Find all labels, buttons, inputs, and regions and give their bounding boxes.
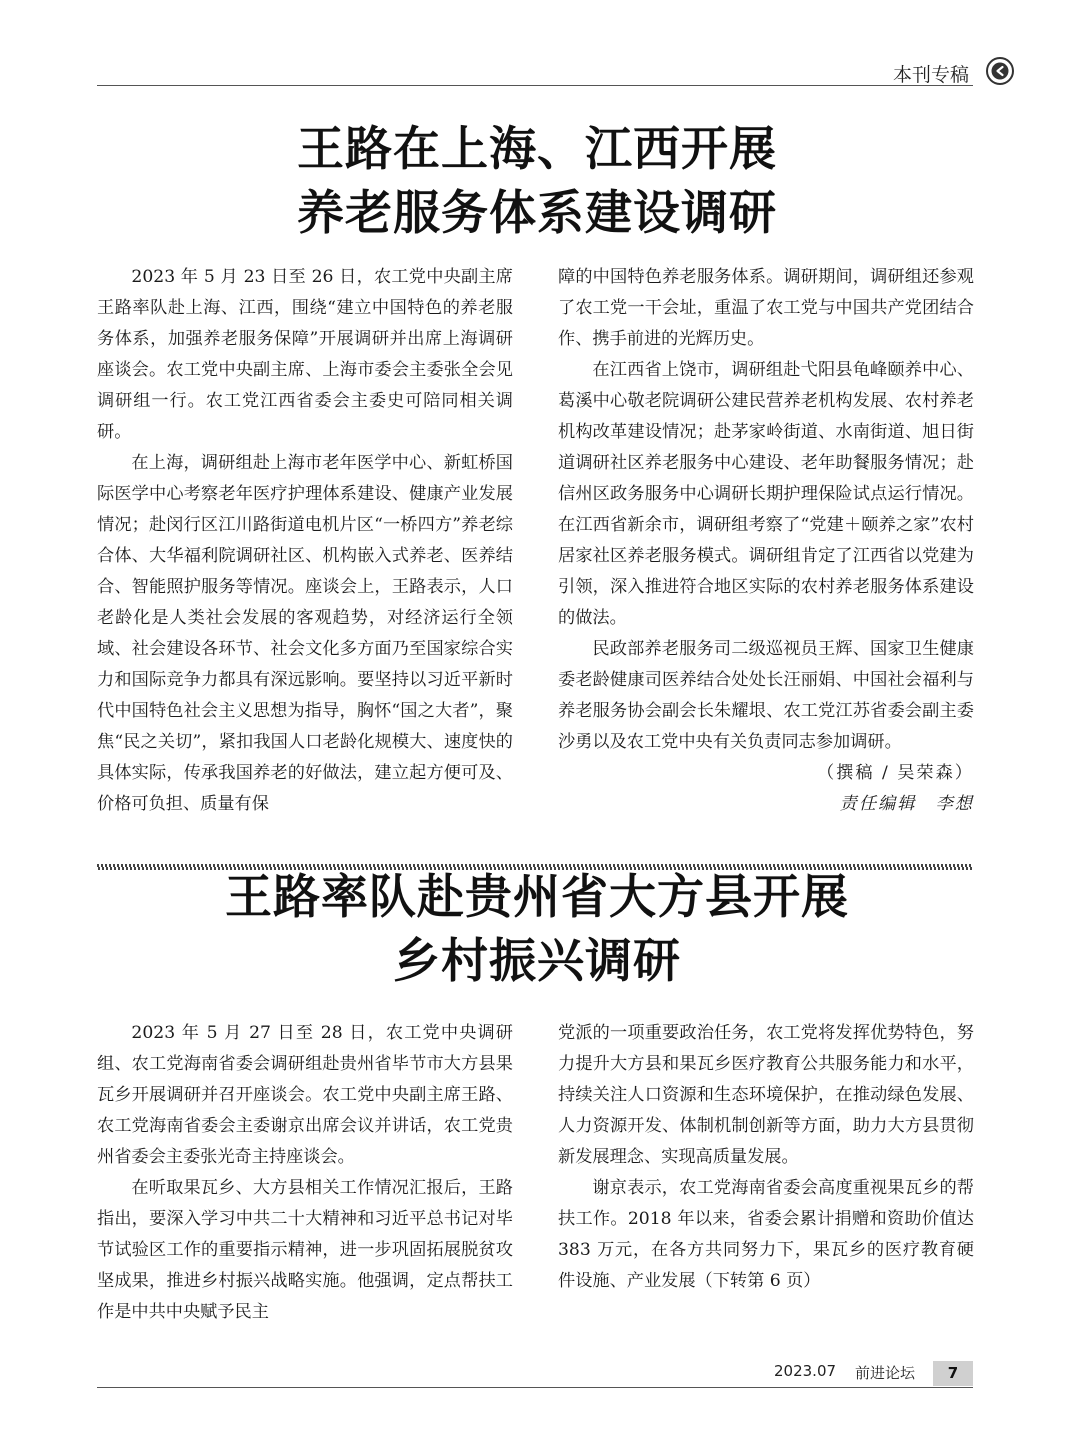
article1-editor: 责任编辑 李想 xyxy=(839,794,974,814)
article2-column-left xyxy=(97,1018,513,1328)
article1-paragraph: 在上海，调研组赴上海市老年医学中心、新虹桥国际医学中心考察老年医疗护理体系建设、健康产业发展情况；赴闵行区江川路街道电机片区“一桥四方”养老综合体、大华福利院调研社区、机构嵌入式养老、医养结合、智能照护服务等情况。座谈会上，王路表示，人口老龄化是人类社会发展的客观趋势，对经济运行全领域、社会建设各环节、社会文化多方面乃至国家综合实力和国际竞争力都具有深远影响。要坚持以习近平新时代中国特色社会主义思想为指导，胸怀“国之大者”，聚焦“民之关切”，紧扣我国人口老龄化规模大、速度快的具体实际，传承我国养老的好做法，建立起方便可及、价格可负担、质量有保 xyxy=(97,453,513,814)
article2-title-line1: 王路率队赴贵州省大方县开展 xyxy=(225,870,849,925)
section-label: 本刊专稿 xyxy=(892,64,969,86)
circle-arrow-icon xyxy=(985,56,1015,86)
article1-paragraph: 障的中国特色养老服务体系。调研期间，调研组还参观了农工党一干会址，重温了农工党与中国共产党团结合作、携手前进的光辉历史。 xyxy=(558,267,974,349)
article2-title-line2: 乡村振兴调研 xyxy=(393,934,681,989)
article1-column-left xyxy=(97,262,513,820)
article2-title xyxy=(97,866,977,994)
article1-paragraph: 2023 年 5 月 23 日至 26 日，农工党中央副主席王路率队赴上海、江西，围绕“建立中国特色的养老服务体系，加强养老服务保障”开展调研并出席上海调研座谈会。农工党中央副主席、上海市委会主委张全会见调研组一行。农工党江西省委会主委史可陪同相关调研。 xyxy=(97,267,513,442)
footer-date: 2023.07 xyxy=(774,1362,837,1380)
article2-paragraph: 在听取果瓦乡、大方县相关工作情况汇报后，王路指出，要深入学习中共二十大精神和习近平总书记对毕节试验区工作的重要指示精神，进一步巩固拓展脱贫攻坚成果，推进乡村振兴战略实施。他强调，定点帮扶工作是中共中央赋予民主 xyxy=(97,1178,513,1322)
article1-paragraph: 民政部养老服务司二级巡视员王辉、国家卫生健康委老龄健康司医养结合处处长汪丽娟、中国社会福利与养老服务协会副会长朱耀垠、农工党江苏省委会副主委沙勇以及农工党中央有关负责同志参加调研。 xyxy=(558,639,974,752)
footer-publication: 前进论坛 xyxy=(855,1364,916,1382)
footer-rule xyxy=(97,1387,973,1388)
article2-paragraph: 党派的一项重要政治任务，农工党将发挥优势特色，努力提升大方县和果瓦乡医疗教育公共服务能力和水平，持续关注人口资源和生态环境保护，在推动绿色发展、人力资源开发、体制机制创新等方面，助力大方县贯彻新发展理念、实现高质量发展。 xyxy=(558,1023,974,1167)
header-rule xyxy=(97,85,973,86)
article2-paragraph: 2023 年 5 月 27 日至 28 日，农工党中央调研组、农工党海南省委会调研组赴贵州省毕节市大方县果瓦乡开展调研并召开座谈会。农工党中央副主席王路、农工党海南省委会主委谢京出席会议并讲话，农工党贵州省委会主委张光奇主持座谈会。 xyxy=(97,1023,513,1167)
article1-column-right xyxy=(558,262,974,820)
article1-title xyxy=(97,118,977,246)
article1-byline: （撰稿 / 吴荣森） xyxy=(816,763,974,783)
article1-paragraph: 在江西省上饶市，调研组赴弋阳县龟峰颐养中心、葛溪中心敬老院调研公建民营养老机构发展、农村养老机构改革建设情况；赴茅家岭街道、水南街道、旭日街道调研社区养老服务中心建设、老年助餐服务情况；赴信州区政务服务中心调研长期护理保险试点运行情况。在江西省新余市，调研组考察了“党建＋颐养之家”农村居家社区养老服务模式。调研组肯定了江西省以党建为引领，深入推进符合地区实际的农村养老服务体系建设的做法。 xyxy=(558,360,974,628)
article2-column-right xyxy=(558,1018,974,1297)
article2-paragraph: 谢京表示，农工党海南省委会高度重视果瓦乡的帮扶工作。2018 年以来，省委会累计捐赠和资助价值达 383 万元，在各方共同努力下，果瓦乡的医疗教育硬件设施、产业发展（下转第 6 页） xyxy=(558,1178,974,1291)
article1-title-line1: 王路在上海、江西开展 xyxy=(297,122,777,177)
article1-title-line2: 养老服务体系建设调研 xyxy=(297,186,777,241)
page-number: 7 xyxy=(933,1361,973,1386)
